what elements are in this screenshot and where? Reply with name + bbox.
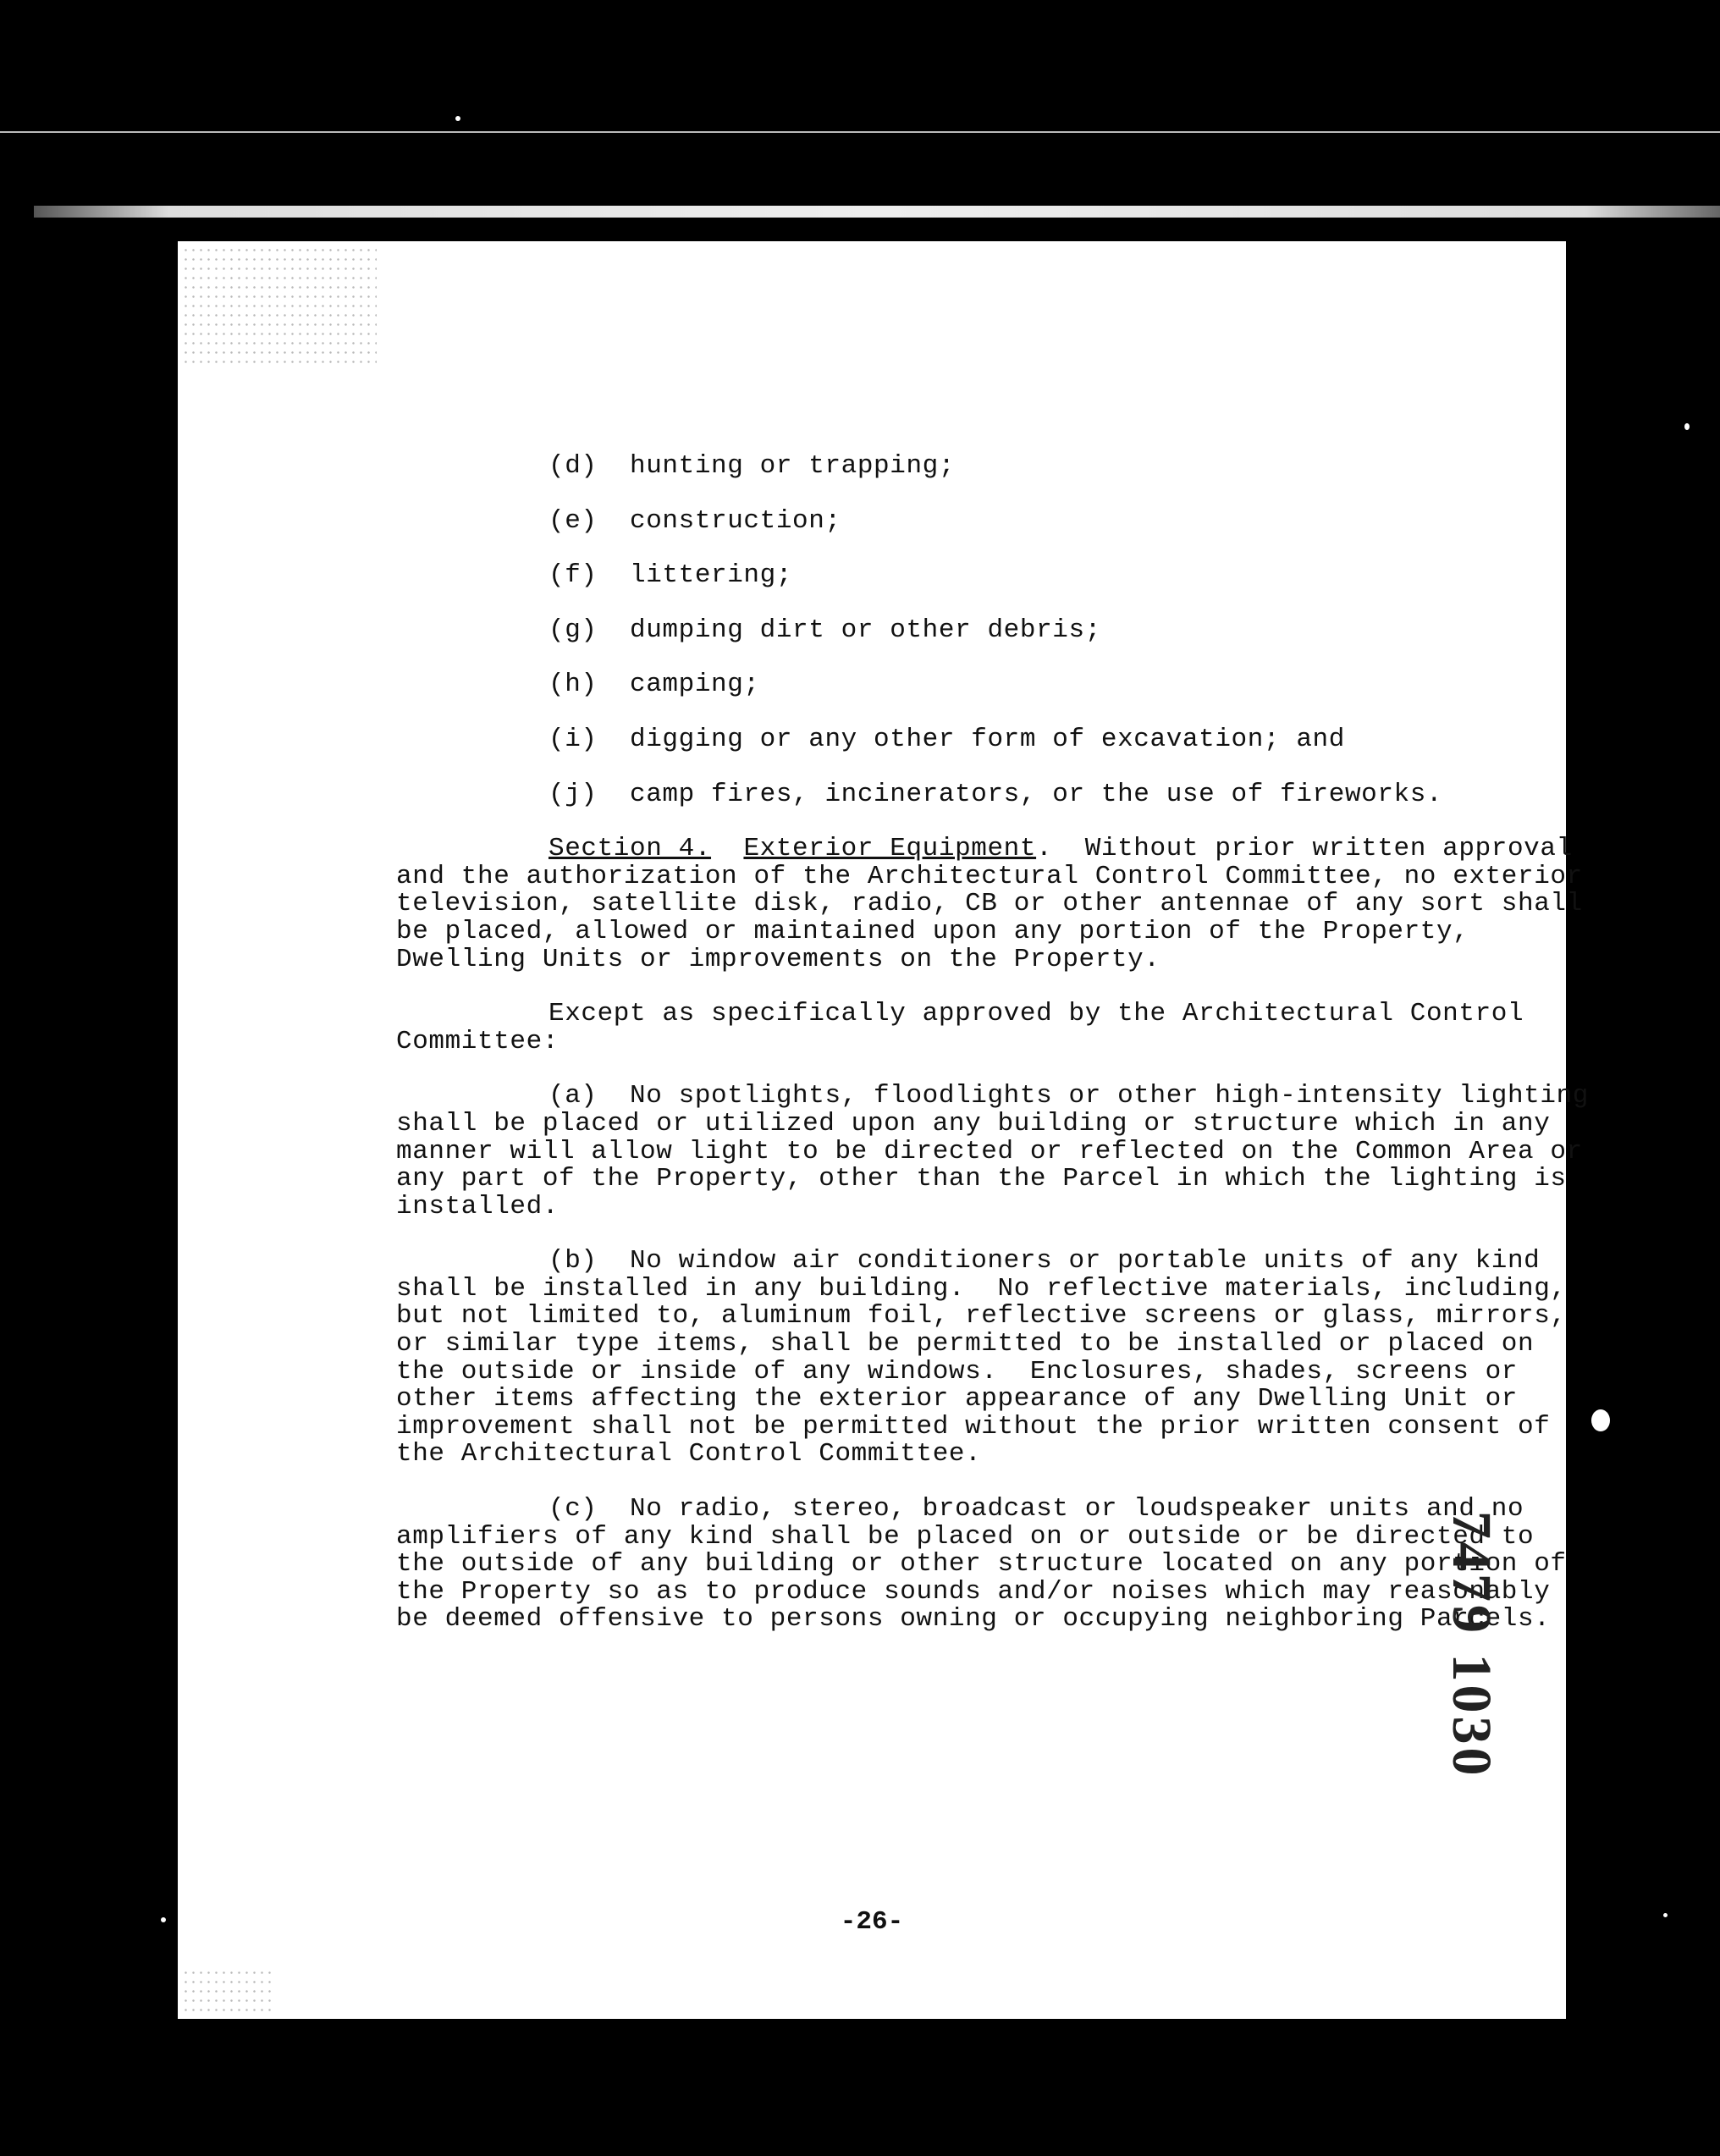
list-text: hunting or trapping;: [630, 451, 956, 481]
intro-paragraph: Except as specifically approved by the Architectural Control Committee:: [396, 999, 1541, 1056]
list-marker: (d): [549, 451, 598, 481]
section-heading: Section 4.: [549, 834, 712, 864]
paragraph-c: (c) No radio, stereo, broadcast or loudspeaker units and no amplifiers of any kind shall be placed on or outside or be directed to the outside of any building or other structure located on any portion of the Property so as to produce sounds and/or noises which may reasonably be deemed offensive to persons owning or occupying neighboring Parcels.: [396, 1494, 1583, 1635]
list-marker: (e): [549, 505, 598, 536]
list-marker: (i): [549, 724, 598, 754]
scan-noise: [182, 245, 377, 364]
margin-stamp: 7479 1030: [1441, 1511, 1502, 1779]
list-text: littering;: [630, 560, 793, 591]
scan-noise: [182, 1968, 275, 2015]
scan-speck: [1684, 423, 1690, 430]
scan-edge-line: [0, 131, 1720, 133]
list-marker: (g): [549, 615, 598, 645]
list-marker: (f): [549, 560, 598, 591]
list-item: [396, 726, 1598, 754]
paragraph-a: (a) No spotlights, floodlights or other high-intensity lighting shall be placed or utilized upon any building or structure which in any manner will allow light to be directed or reflected on the Common Area or any part of the Property, other than the Parcel in which the lighting is installed.: [396, 1081, 1606, 1221]
scan-speck: [161, 1917, 166, 1922]
list-item: [396, 671, 1598, 699]
list-item: [396, 453, 1598, 481]
page-number: -26-: [840, 1907, 904, 1937]
list-text: construction;: [630, 505, 841, 536]
document-body: [396, 451, 1606, 1661]
list-item: [396, 781, 1598, 809]
list-text: digging or any other form of excavation; and: [630, 724, 1345, 754]
list-marker: (h): [549, 670, 598, 700]
document-page: [178, 241, 1606, 2019]
scan-speck: [1591, 1409, 1610, 1431]
list-text: camp fires, incinerators, or the use of fireworks.: [630, 779, 1443, 809]
list-marker: (j): [549, 779, 598, 809]
section-body: Without prior written approval and the authorization of the Architectural Control Committee, no exterior television, satellite disk, radio, CB or other antennae of any sort shall be placed, allowed or maintained upon any portion of the Property, Dwelling Units or improvements on the Property.: [396, 834, 1600, 974]
list-item: [396, 505, 1598, 536]
section-4-paragraph: Section 4. Exterior Equipment. Without prior written approval and the authorization of the Architectural Control Committee, no exterior television, satellite disk, radio, CB or other antennae of any sort shall be placed, allowed or maintained upon any portion of the Property, Dwelling Units or improvements on the Property.: [396, 834, 1600, 974]
scan-speck: [455, 116, 460, 121]
paragraph-b: (b) No window air conditioners or portable units of any kind shall be installed in any building. No reflective materials, including, but not limited to, aluminum foil, reflective screens or glass, mirrors, or similar type items, shall be permitted to be installed or placed on the outside or inside of any windows. Enclosures, shades, screens or other items affecting the exterior appearance of any Dwelling Unit or improvement shall not be permitted without the prior written consent of the Architectural Control Committee.: [396, 1246, 1583, 1469]
list-item: [396, 617, 1598, 645]
list-item: [396, 562, 1598, 590]
scan-strip: [34, 206, 1720, 218]
list-text: dumping dirt or other debris;: [630, 615, 1101, 645]
section-title: Exterior Equipment: [743, 834, 1037, 864]
list-text: camping;: [630, 670, 760, 700]
scan-speck: [1663, 1913, 1668, 1917]
